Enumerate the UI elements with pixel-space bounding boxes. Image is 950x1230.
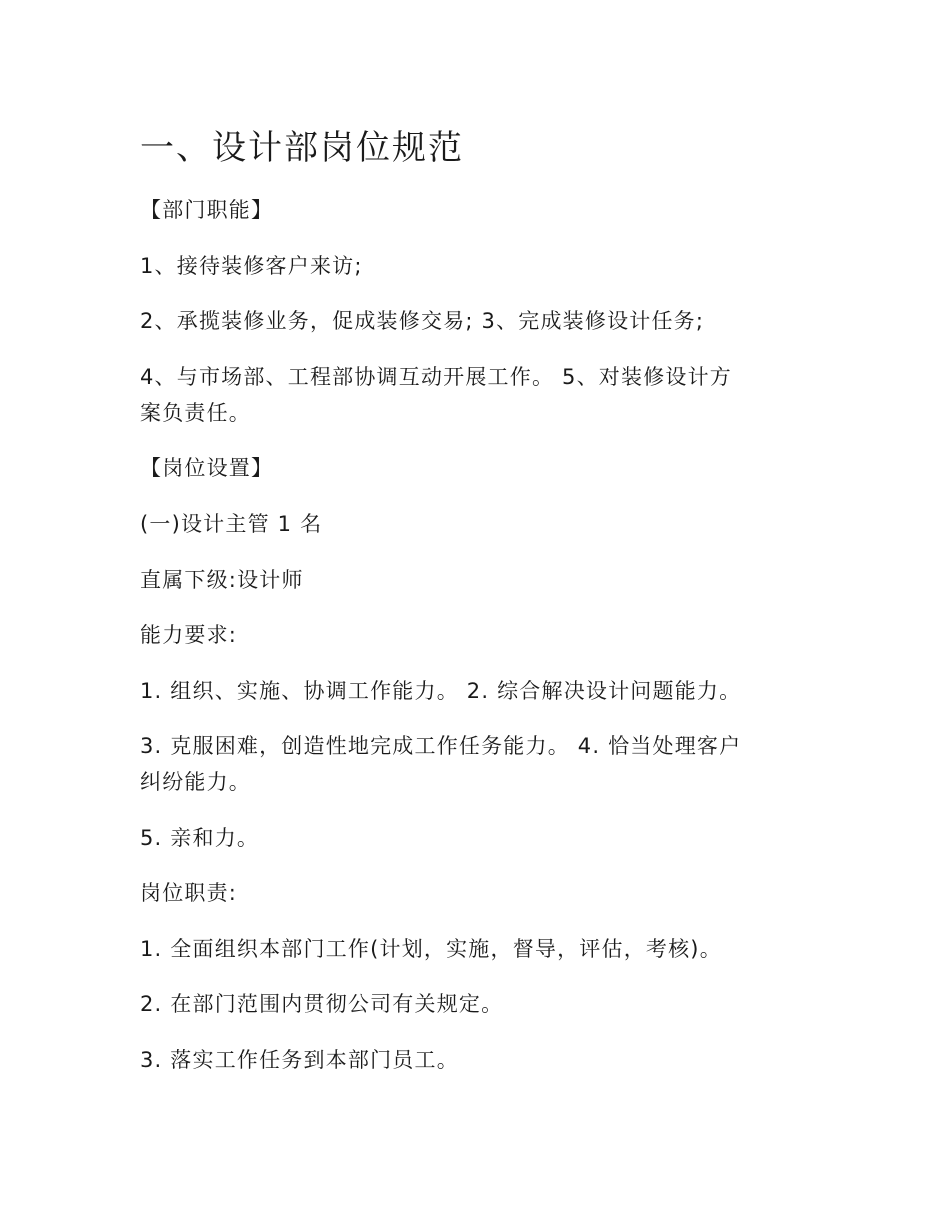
function-item-continuation: 案负责任。 [140, 401, 251, 425]
page-title: 一、设计部岗位规范 [140, 128, 464, 168]
responsibility-item: 2. 在部门范围内贯彻公司有关规定。 [140, 992, 504, 1016]
section-heading-position-setup: 【岗位设置】 [140, 456, 274, 480]
ability-requirements-label: 能力要求: [140, 623, 238, 647]
responsibility-item: 1. 全面组织本部门工作(计划，实施，督导，评估，考核)。 [140, 937, 722, 961]
ability-item: 1. 组织、实施、协调工作能力。 2. 综合解决设计问题能力。 [140, 679, 742, 703]
position-title: (一)设计主管 1 名 [140, 512, 323, 536]
responsibilities-label: 岗位职责: [140, 881, 238, 905]
ability-item-continuation: 纠纷能力。 [140, 770, 251, 794]
ability-item: 5. 亲和力。 [140, 826, 260, 850]
ability-item: 3. 克服困难，创造性地完成工作任务能力。 4. 恰当处理客户 [140, 734, 742, 758]
section-heading-department-function: 【部门职能】 [140, 198, 274, 222]
responsibility-item: 3. 落实工作任务到本部门员工。 [140, 1048, 459, 1072]
direct-subordinate: 直属下级:设计师 [140, 568, 304, 592]
function-item: 1、接待装修客户来访; [140, 254, 363, 278]
function-item: 2、承揽装修业务，促成装修交易; 3、完成装修设计任务; [140, 309, 705, 333]
function-item: 4、与市场部、工程部协调互动开展工作。 5、对装修设计方 [140, 365, 732, 389]
